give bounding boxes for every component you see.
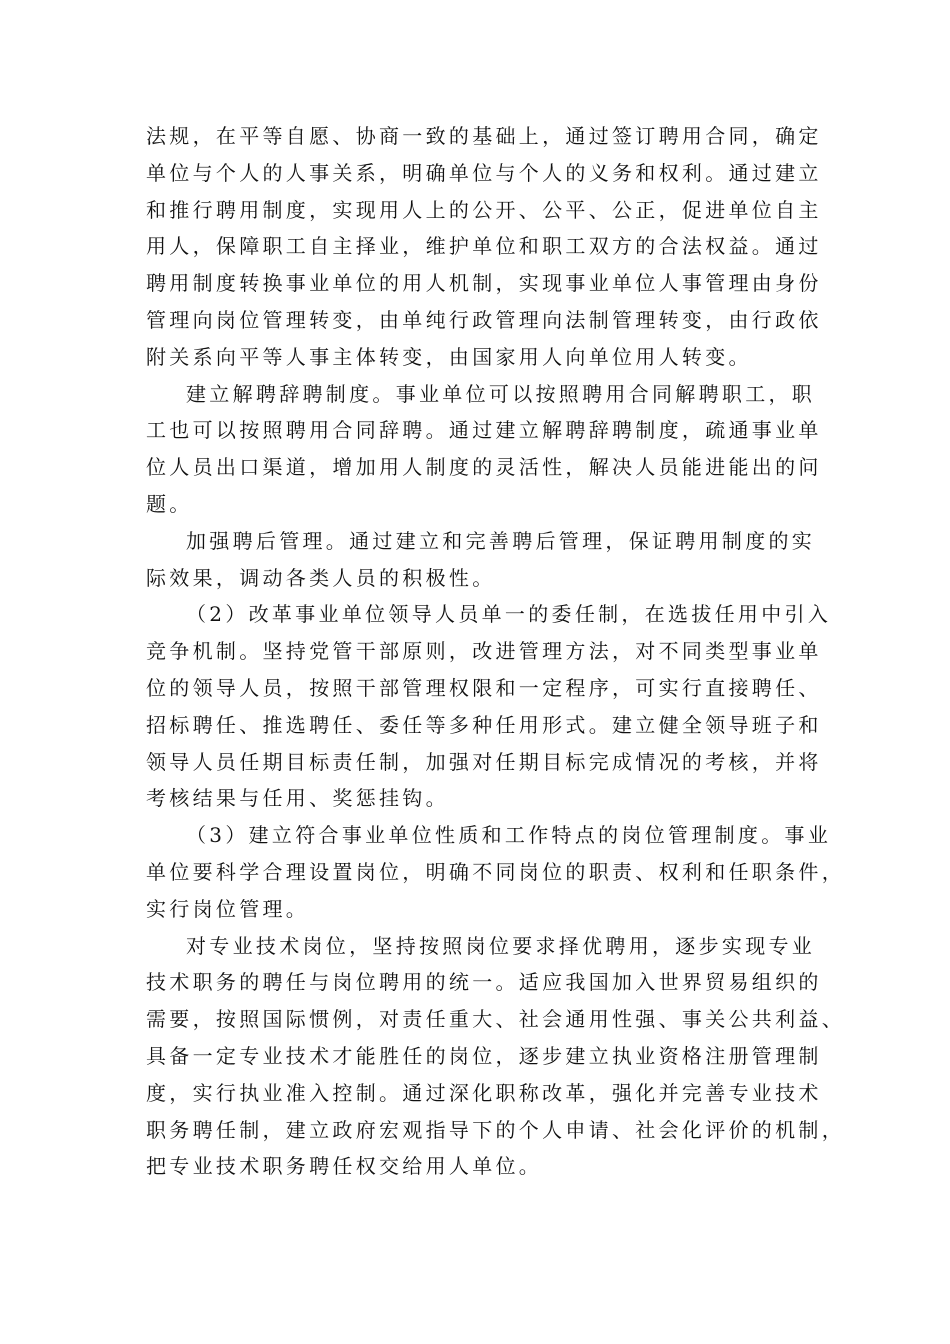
text-line xyxy=(146,339,806,376)
line-text: （3）建立符合事业单位性质和工作特点的岗位管理制度。事业 xyxy=(186,823,832,848)
line-text: 考核结果与任用、奖惩挂钩。 xyxy=(146,786,449,811)
line-text: 管理向岗位管理转变，由单纯行政管理向法制管理转变，由行政依 xyxy=(146,307,822,332)
text-line xyxy=(146,964,822,1001)
text-line xyxy=(146,854,845,891)
text-line xyxy=(146,265,822,302)
line-text: 附关系向平等人事主体转变，由国家用人向单位用人转变。 xyxy=(146,344,752,369)
paragraph xyxy=(146,376,822,523)
text-line xyxy=(146,891,806,928)
line-text: 领导人员任期目标责任制，加强对任期目标完成情况的考核，并将 xyxy=(146,749,822,774)
text-line xyxy=(146,744,822,781)
line-text: 位的领导人员，按照干部管理权限和一定程序，可实行直接聘任、 xyxy=(146,675,822,700)
line-text: 题。 xyxy=(146,491,193,516)
line-text: 际效果，调动各类人员的积极性。 xyxy=(146,565,496,590)
line-text: 和推行聘用制度，实现用人上的公开、公平、公正，促进单位自主 xyxy=(146,197,822,222)
paragraph xyxy=(146,523,816,597)
text-line xyxy=(146,118,822,155)
text-line xyxy=(146,449,822,486)
line-text: 单位要科学合理设置岗位，明确不同岗位的职责、权利和任职条件， xyxy=(146,859,845,884)
line-text: 用人，保障职工自主择业，维护单位和职工双方的合法权益。通过 xyxy=(146,234,822,259)
line-text: 聘用制度转换事业单位的用人机制，实现事业单位人事管理由身份 xyxy=(146,271,822,296)
text-line xyxy=(146,707,822,744)
document-body xyxy=(146,118,845,1185)
text-line xyxy=(146,155,822,192)
line-text: 单位与个人的人事关系，明确单位与个人的义务和权利。通过建立 xyxy=(146,160,822,185)
line-text: （2）改革事业单位领导人员单一的委任制，在选拔任用中引入 xyxy=(186,602,832,627)
line-text: 法规，在平等自愿、协商一致的基础上，通过签订聘用合同，确定 xyxy=(146,124,822,148)
text-line xyxy=(146,192,822,229)
paragraph xyxy=(146,928,845,1186)
text-line xyxy=(146,560,806,597)
line-text: 具备一定专业技术才能胜任的岗位，逐步建立执业资格注册管理制 xyxy=(146,1043,822,1068)
text-line xyxy=(146,302,822,339)
text-line xyxy=(146,1038,822,1075)
line-text: 位人员出口渠道，增加用人制度的灵活性，解决人员能进能出的问 xyxy=(146,455,822,480)
paragraph xyxy=(146,596,832,817)
text-line xyxy=(146,780,806,817)
text-line xyxy=(146,376,816,413)
line-text: 加强聘后管理。通过建立和完善聘后管理，保证聘用制度的实 xyxy=(186,528,816,553)
line-text: 技术职务的聘任与岗位聘用的统一。适应我国加入世界贸易组织的 xyxy=(146,970,822,995)
text-line xyxy=(146,633,822,670)
text-line xyxy=(146,1148,806,1185)
text-line xyxy=(146,412,822,449)
text-line xyxy=(146,1075,822,1112)
paragraph xyxy=(146,118,822,376)
line-text: 对专业技术岗位，坚持按照岗位要求择优聘用，逐步实现专业 xyxy=(186,933,816,958)
text-line xyxy=(146,228,822,265)
text-line xyxy=(146,486,806,523)
line-text: 把专业技术职务聘任权交给用人单位。 xyxy=(146,1154,543,1179)
paragraph xyxy=(146,817,845,927)
line-text: 竞争机制。坚持党管干部原则，改进管理方法，对不同类型事业单 xyxy=(146,639,822,664)
line-text: 需要，按照国际惯例，对责任重大、社会通用性强、事关公共利益、 xyxy=(146,1007,845,1032)
text-line xyxy=(146,670,822,707)
line-text: 建立解聘辞聘制度。事业单位可以按照聘用合同解聘职工，职 xyxy=(186,381,816,406)
text-line xyxy=(146,1001,845,1038)
line-text: 职务聘任制，建立政府宏观指导下的个人申请、社会化评价的机制， xyxy=(146,1117,845,1142)
line-text: 实行岗位管理。 xyxy=(146,896,310,921)
text-line xyxy=(146,523,816,560)
line-text: 工也可以按照聘用合同辞聘。通过建立解聘辞聘制度，疏通事业单 xyxy=(146,418,822,443)
line-text: 度，实行执业准入控制。通过深化职称改革，强化并完善专业技术 xyxy=(146,1080,822,1105)
text-line xyxy=(146,928,816,965)
text-line xyxy=(146,596,832,633)
text-line xyxy=(146,1112,845,1149)
line-text: 招标聘任、推选聘任、委任等多种任用形式。建立健全领导班子和 xyxy=(146,712,822,737)
text-line xyxy=(146,817,832,854)
